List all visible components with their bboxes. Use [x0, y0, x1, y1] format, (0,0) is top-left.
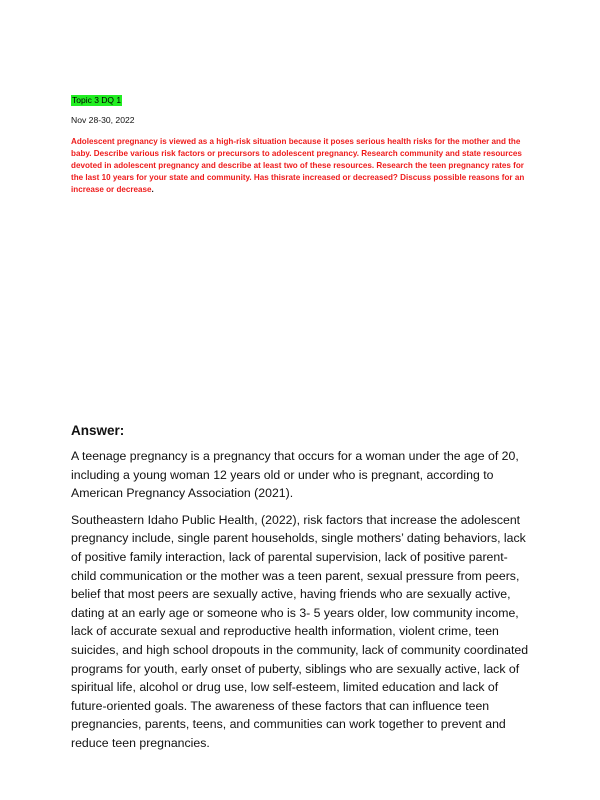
answer-paragraph: A teenage pregnancy is a pregnancy that occurs for a woman under the age of 20, including a young woman 12 years old or under who is pregnant, according to American Pregnancy Association (2021). — [71, 449, 519, 501]
topic-tag: Topic 3 DQ 1 — [72, 95, 122, 105]
prompt-text: Adolescent pregnancy is viewed as a high-risk situation because it poses serious health risks for the mother and the baby. Describe various risk factors or precursors to adolescent pregnancy. Research community and state resources devoted in adolescent pregnancy and describe at least two of these resources. Research the teen pregnancy rates for the last 10 years for your state and community. Has thisrate increased or decreased? Discuss possible reasons for an increase or decrease — [71, 137, 525, 194]
answer-body — [71, 447, 533, 761]
discussion-prompt — [71, 136, 531, 196]
answer-paragraph: Southeastern Idaho Public Health, (2022), risk factors that increase the adolescent pregnancy include, single parent households, single mothers’ dating behaviors, lack of positive family interaction, lack of parental supervision, lack of positive parent-child communication or the mother was a teen parent, sexual pressure from peers, belief that most peers are sexually active, having friends who are sexually active, dating at an early age or someone who is 3- 5 years older, low community income, lack of accurate sexual and reproductive health information, violent crime, teen suicides, and high school dropouts in the community, lack of community coordinated programs for youth, early onset of puberty, siblings who are sexually active, lack of spiritual life, alcohol or drug use, low self-esteem, limited education and lack of future-oriented goals. The awareness of these factors that can influence teen pregnancies, parents, teens, and communities can work together to prevent and reduce teen pregnancies. — [71, 512, 529, 750]
date-range: Nov 28-30, 2022 — [71, 115, 135, 125]
answer-heading: Answer: — [71, 423, 125, 438]
prompt-end-punctuation: . — [151, 185, 154, 194]
